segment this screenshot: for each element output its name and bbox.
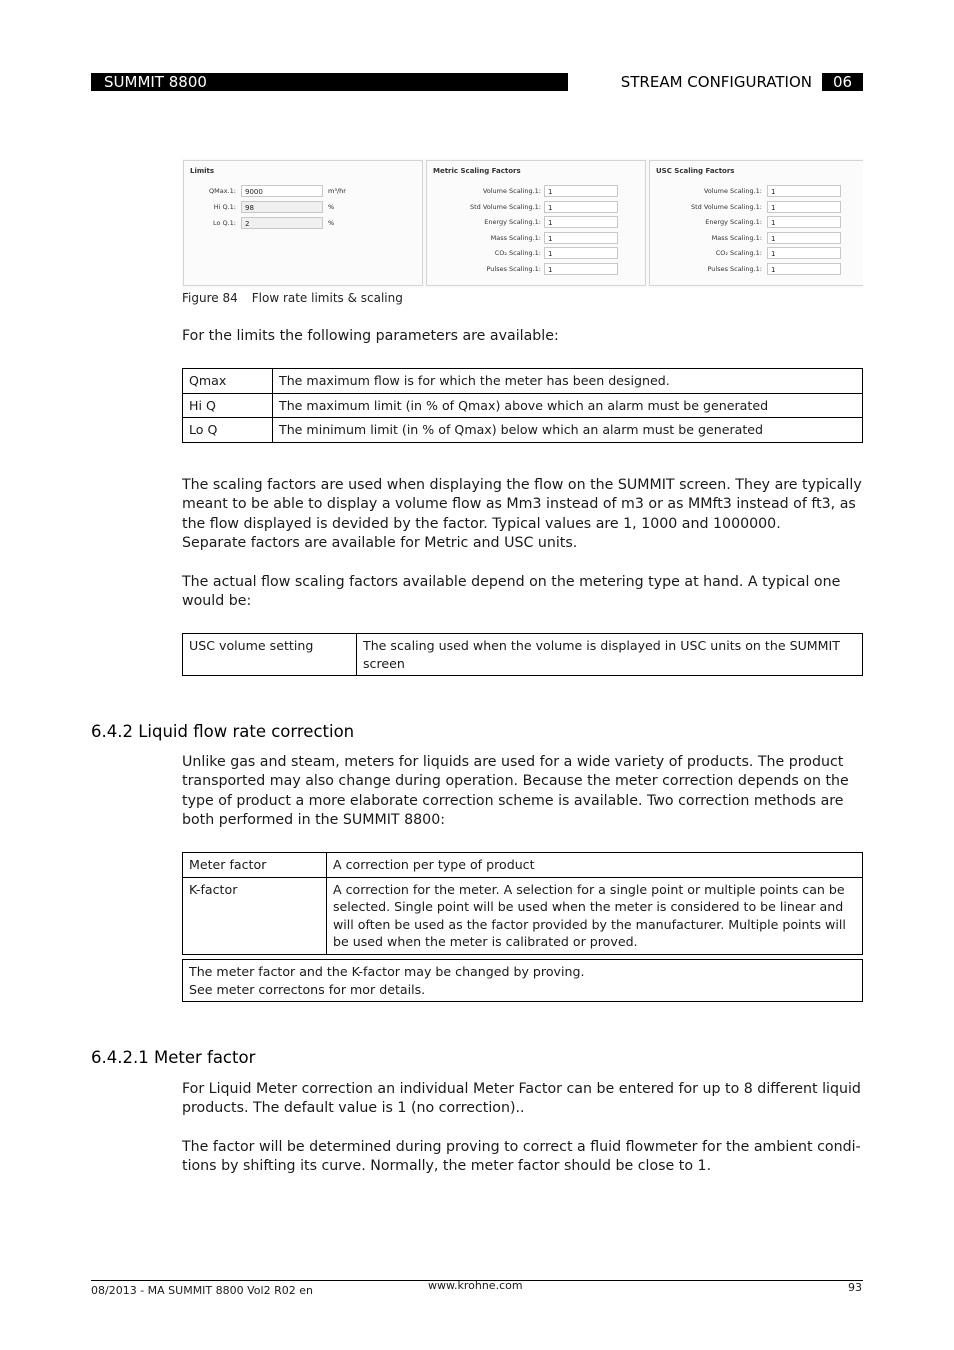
footer-doc-id: 08/2013 - MA SUMMIT 8800 Vol2 R02 en: [91, 1284, 313, 1297]
note-line-1: The meter factor and the K-factor may be changed by proving.: [189, 964, 585, 979]
correction-name: K-factor: [183, 877, 327, 954]
table-row: [183, 853, 863, 878]
metric-energy-label: Energy Scaling.1:: [484, 218, 541, 226]
scaling-text-1: The scaling factors are used when displaying the flow on the SUMMIT screen. They are typically meant to be able to display a volume flow as Mm3 instead of m3 or as MMft3 instead of ft3, as the flow displayed is devided by the factor. Typical values are 1, 1000 and 1000000.: [182, 477, 862, 532]
correction-desc: A correction for the meter. A selection for a single point or multiple points can be selected. Single point will be used when the meter is considered to be linear and will often be used as the factor provided by the manufacturer. Multiple points will be used when the meter is calibrated or proved.: [327, 877, 863, 954]
usc-pulses-field[interactable]: 1: [767, 263, 841, 275]
loq-label: Lo Q.1:: [212, 219, 236, 227]
usc-mass-label: Mass Scaling.1:: [711, 234, 762, 242]
usc-volume-label: Volume Scaling.1:: [703, 187, 762, 195]
limits-table: [182, 368, 863, 443]
limits-param-desc: The maximum flow is for which the meter has been designed.: [273, 369, 863, 394]
loq-unit: %: [328, 219, 335, 227]
figure-caption: [182, 291, 403, 305]
table-row: [183, 960, 863, 1002]
hiq-label: Hi Q.1:: [213, 203, 236, 211]
usc-scaling-panel: [649, 160, 863, 286]
metric-co2-label: CO₂ Scaling.1:: [494, 249, 541, 257]
meter-factor-paragraph-1: For Liquid Meter correction an individual Meter Factor can be entered for up to 8 different liquid products. The default value is 1 (no correction)..: [182, 1081, 861, 1117]
scaling-text-2: Separate factors are available for Metric and USC units.: [182, 535, 578, 552]
figure-number: Figure 84: [182, 291, 238, 305]
figure-screenshot: [182, 158, 863, 288]
usc-panel-title: USC Scaling Factors: [656, 167, 735, 175]
qmax-label: QMax.1:: [209, 187, 236, 195]
metric-mass-field[interactable]: 1: [544, 232, 618, 244]
scaling-types-paragraph: The actual flow scaling factors available depend on the metering type at hand. A typical one would be:: [182, 574, 841, 610]
usc-energy-field[interactable]: 1: [767, 216, 841, 228]
metric-scaling-panel: [426, 160, 646, 286]
limits-row-loq: [184, 217, 422, 230]
limits-row-hiq: [184, 201, 422, 214]
usc-stdvolume-label: Std Volume Scaling.1:: [690, 203, 762, 211]
header-section-title: STREAM CONFIGURATION: [568, 73, 822, 91]
usc-table: [182, 633, 863, 676]
metric-pulses-label: Pulses Scaling.1:: [486, 265, 541, 273]
footer-website-link[interactable]: www.krohne.com: [428, 1279, 523, 1292]
hiq-field[interactable]: 98: [241, 201, 323, 213]
footer-page-number: 93: [848, 1281, 862, 1294]
metric-volume-field[interactable]: 1: [544, 185, 618, 197]
hiq-unit: %: [328, 203, 335, 211]
section-heading-6-4-2-1: 6.4.2.1 Meter factor: [91, 1048, 256, 1067]
limits-param-name: Lo Q: [183, 418, 273, 443]
usc-stdvolume-field[interactable]: 1: [767, 201, 841, 213]
note-box: [182, 959, 863, 1002]
scaling-paragraph: [182, 476, 862, 554]
table-row: [183, 634, 863, 676]
metric-mass-label: Mass Scaling.1:: [490, 234, 541, 242]
qmax-unit: m³/hr: [328, 187, 346, 195]
metric-stdvolume-field[interactable]: 1: [544, 201, 618, 213]
limits-panel-title: Limits: [190, 167, 215, 175]
metric-pulses-field[interactable]: 1: [544, 263, 618, 275]
usc-pulses-label: Pulses Scaling.1:: [707, 265, 762, 273]
limits-row-qmax: [184, 185, 422, 198]
table-row: [183, 418, 863, 443]
usc-volume-field[interactable]: 1: [767, 185, 841, 197]
loq-field[interactable]: 2: [241, 217, 323, 229]
table-row: [183, 393, 863, 418]
figure-caption-text: Flow rate limits & scaling: [251, 291, 403, 305]
usc-co2-label: CO₂ Scaling.1:: [715, 249, 762, 257]
usc-setting-name: USC volume setting: [183, 634, 357, 676]
correction-desc: A correction per type of product: [327, 853, 863, 878]
meter-factor-paragraph-2: The factor will be determined during proving to correct a fluid flowmeter for the ambient condi-tions by shifting its curve. Normally, the meter factor should be close to 1.: [182, 1139, 861, 1175]
header-chapter-number: 06: [822, 73, 863, 91]
metric-stdvolume-label: Std Volume Scaling.1:: [469, 203, 541, 211]
correction-table: [182, 852, 863, 955]
usc-energy-label: Energy Scaling.1:: [705, 218, 762, 226]
metric-volume-label: Volume Scaling.1:: [482, 187, 541, 195]
note-line-2: See meter correctons for mor details.: [189, 981, 426, 997]
correction-name: Meter factor: [183, 853, 327, 878]
liquid-correction-paragraph: Unlike gas and steam, meters for liquids are used for a wide variety of products. The product transported may also change during operation. Because the meter correction depends on the type of product a more elaborate correction scheme is available. Two correction methods are both performed in the SUMMIT 8800:: [182, 754, 849, 829]
limits-param-desc: The maximum limit (in % of Qmax) above which an alarm must be generated: [273, 393, 863, 418]
metric-energy-field[interactable]: 1: [544, 216, 618, 228]
limits-panel: [183, 160, 423, 286]
metric-co2-field[interactable]: 1: [544, 247, 618, 259]
qmax-field[interactable]: 9000: [241, 185, 323, 197]
limits-param-desc: The minimum limit (in % of Qmax) below which an alarm must be generated: [273, 418, 863, 443]
table-row: [183, 877, 863, 954]
usc-co2-field[interactable]: 1: [767, 247, 841, 259]
metric-panel-title: Metric Scaling Factors: [433, 167, 521, 175]
limits-intro-paragraph: For the limits the following parameters are available:: [182, 328, 559, 344]
limits-param-name: Hi Q: [183, 393, 273, 418]
table-row: [183, 369, 863, 394]
section-heading-6-4-2: 6.4.2 Liquid flow rate correction: [91, 722, 355, 741]
usc-mass-field[interactable]: 1: [767, 232, 841, 244]
header-product: SUMMIT 8800: [91, 73, 568, 91]
limits-param-name: Qmax: [183, 369, 273, 394]
usc-setting-desc: The scaling used when the volume is displayed in USC units on the SUMMIT screen: [357, 634, 863, 676]
